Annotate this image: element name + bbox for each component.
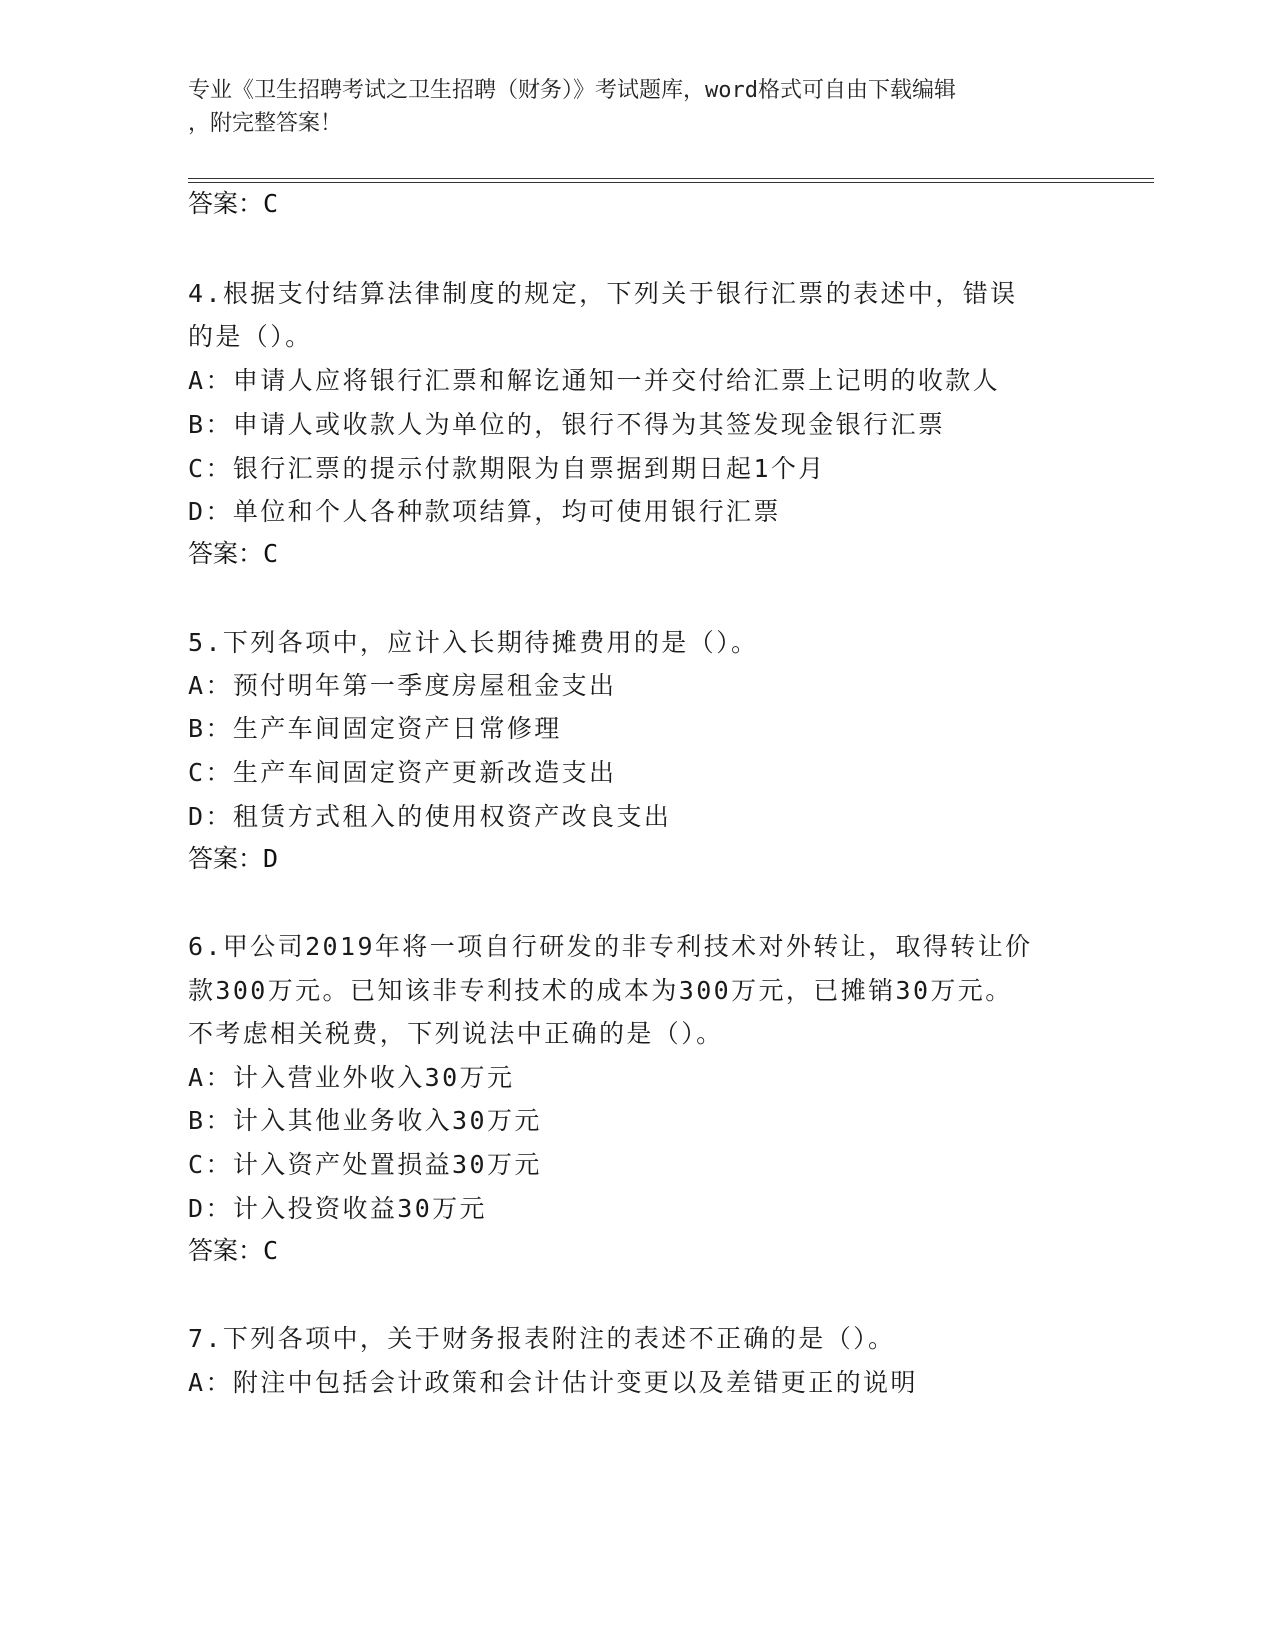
question-5-option-c: C：生产车间固定资产更新改造支出 — [188, 758, 617, 787]
question-6-stem-line-3: 不考虑相关税费，下列说法中正确的是（）。 — [188, 1019, 724, 1048]
question-4-option-d: D：单位和个人各种款项结算，均可使用银行汇票 — [188, 497, 781, 526]
question-6-stem-line-2: 款300万元。已知该非专利技术的成本为300万元，已摊销30万元。 — [188, 976, 1013, 1005]
question-4-option-a: A：申请人应将银行汇票和解讫通知一并交付给汇票上记明的收款人 — [188, 366, 1001, 395]
question-5-stem-line-1: 5.下列各项中，应计入长期待摊费用的是（）。 — [188, 628, 759, 657]
answer-value: D — [263, 844, 279, 873]
answer-label: 答案： — [188, 844, 264, 873]
question-7-option-a: A：附注中包括会计政策和会计估计变更以及差错更正的说明 — [188, 1368, 918, 1397]
answer-line-q3 — [188, 184, 278, 220]
question-4-option-b: B：申请人或收款人为单位的，银行不得为其签发现金银行汇票 — [188, 410, 946, 439]
header-line-1: 专业《卫生招聘考试之卫生招聘（财务）》考试题库，word格式可自由下载编辑 — [188, 78, 956, 103]
answer-line-q5 — [188, 839, 278, 875]
answer-label: 答案： — [188, 1236, 264, 1265]
page-header — [188, 74, 1088, 140]
header-line-2: ，附完整答案！ — [188, 111, 343, 136]
question-5-option-b: B：生产车间固定资产日常修理 — [188, 714, 562, 743]
question-6-option-d: D：计入投资收益30万元 — [188, 1194, 487, 1223]
question-6-stem-line-1: 6.甲公司2019年将一项自行研发的非专利技术对外转让，取得转让价 — [188, 932, 1033, 961]
question-5-option-a: A：预付明年第一季度房屋租金支出 — [188, 671, 617, 700]
answer-value: C — [263, 539, 279, 568]
answer-line-q4 — [188, 534, 278, 570]
answer-label: 答案： — [188, 539, 264, 568]
answer-line-q6 — [188, 1231, 278, 1267]
question-4-stem-line-2: 的是（）。 — [188, 322, 313, 351]
answer-value: C — [263, 189, 279, 218]
question-6-option-b: B：计入其他业务收入30万元 — [188, 1106, 542, 1135]
question-4-stem-line-1: 4.根据支付结算法律制度的规定，下列关于银行汇票的表述中，错误 — [188, 279, 1018, 308]
question-7-stem-line-1: 7.下列各项中，关于财务报表附注的表述不正确的是（）。 — [188, 1324, 896, 1353]
question-6-option-a: A：计入营业外收入30万元 — [188, 1063, 515, 1092]
header-divider — [188, 178, 1154, 183]
answer-value: C — [263, 1236, 279, 1265]
question-5-option-d: D：租赁方式租入的使用权资产改良支出 — [188, 802, 672, 831]
question-6-option-c: C：计入资产处置损益30万元 — [188, 1150, 542, 1179]
question-4-option-c: C：银行汇票的提示付款期限为自票据到期日起1个月 — [188, 454, 826, 483]
answer-label: 答案： — [188, 189, 264, 218]
